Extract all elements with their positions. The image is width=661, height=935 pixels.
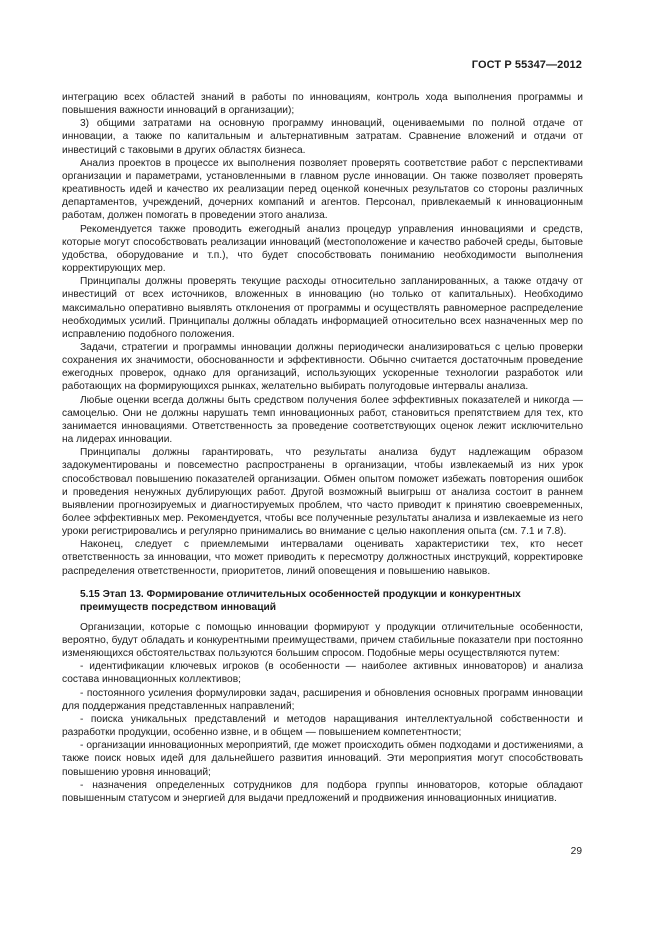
paragraph: Задачи, стратегии и программы инновации должны периодически анализироваться с целью проверки сохранения их значимости, обоснованности и эффективности. Обычно считается достаточным проведение ежегодных проверок, однако для организаций, использующих ускоренные технологии разработок или работающих на формирующихся рынках, желательно выбирать полугодовые интервалы анализа.	[62, 341, 583, 393]
page-body	[62, 91, 583, 805]
paragraph: 3) общими затратами на основную программу инноваций, оцениваемыми по полной отдаче от инновации, а также по капитальным и альтернативным затратам. Сравнение вложений и отдачи от инвестиций с таковыми в других областях бизнеса.	[62, 118, 583, 156]
section-heading-line: преимуществ посредством инноваций	[80, 602, 276, 614]
list-item: - организации инновационных мероприятий, где может происходить обмен подходами и достижениями, а также поиск новых идей для дальнейшего развития инноваций. Эти мероприятия могут способствовать повышению уровня инноваций;	[62, 740, 583, 778]
page-number: 29	[570, 846, 582, 857]
paragraph: Принципалы должны проверять текущие расходы относительно запланированных, а также отдачу от инвестиций от всех источников, вложенных в инновацию (но только от капитальных). Необходимо максимально оперативно выявлять отклонения от программы и осуществлять равномерное распределение необходимых усилий. Принципалы должны обладать информацией относительно всех назначенных мер по исправлению подобного положения.	[62, 276, 583, 340]
list-item: - постоянного усиления формулировки задач, расширения и обновления основных программ инновации для поддержания представленных направлений;	[62, 687, 583, 712]
list-item: - идентификации ключевых игроков (в особенности — наиболее активных инноваторов) и анализа состава инновационных коллективов;	[62, 661, 583, 686]
list-item: - поиска уникальных представлений и методов наращивания интеллектуальной собственности и разработки продукции, особенно извне, и в общем — повышением компетентности;	[62, 713, 583, 739]
paragraph: Принципалы должны гарантировать, что результаты анализа будут надлежащим образом задокументированы и повсеместно распространены в организации, чтобы извлекаемый из них урок способствовал повышению показателей организации. Обмен опытом поможет избежать повторения ошибок и проведения ненужных дублирующих работ. Другой возможный выигрыш от анализа состоит в раннем выявлении прогнозируемых и диагностируемых проблем, что часто приводит к принятию своевременных, более эффективных мер. Рекомендуется, чтобы все полученные результаты анализа и извлекаемые из него уроки регистрировались и регулярно принимались во внимание с целью накопления опыта (см. 7.1 и 7.8).	[62, 447, 583, 538]
paragraph: Организации, которые с помощью инновации формируют у продукции отличительные особенности, вероятно, будут обладать и конкурентными преимуществами, причем стабильные показатели при постоянно изменяющихся обстоятельствах пользуются большим спросом. Подобные меры осуществляются путем:	[62, 621, 583, 660]
section-heading-line: 5.15 Этап 13. Формирование отличительных особенностей продукции и конкурентных	[80, 588, 521, 600]
paragraph: Рекомендуется также проводить ежегодный анализ процедур управления инновациями и средств, которые могут способствовать реализации инноваций (местоположение и качество рабочей среды, бытовые удобства, оборудование и т.п.), что будет способствовать пониманию необходимости выполнения корректирующих мер.	[62, 223, 583, 275]
paragraph: Наконец, следует с приемлемыми интервалами оценивать характеристики тех, кто несет ответственность за инновации, что может приводить к пересмотру должностных инструкций, корректировке распределения ответственности, приоритетов, линий оповещения и повышению навыков.	[62, 539, 583, 577]
paragraph: Любые оценки всегда должны быть средством получения более эффективных показателей и никогда — самоцелью. Они не должны нарушать темп инновационных работ, становиться препятствием для тех, кто занимается инновациями. Ответственность за проведение соответствующих оценок лежит исключительно на лидерах инновации.	[62, 394, 583, 446]
section-heading	[62, 588, 583, 615]
paragraph: интеграцию всех областей знаний в работы по инновациям, контроль хода выполнения программы и повышения важности инноваций в организации);	[62, 92, 583, 117]
list-item: - назначения определенных сотрудников для подбора группы инноваторов, которые обладают повышенным статусом и энергией для выдачи предложений и продвижения инновационных инициатив.	[62, 779, 583, 804]
paragraph: Анализ проектов в процессе их выполнения позволяет проверять соответствие работ с перспективами организации и параметрами, установленными в главном русле инновации. Он также позволяет проверять креативность идей и качество их реализации перед оценкой конечных результатов со стороны различных департаментов, учреждений, дочерних компаний и агентов. Персонал, привлекаемый к инновационным работам, должен помогать в проведении этого анализа.	[62, 157, 583, 222]
document-code: ГОСТ Р 55347—2012	[471, 59, 582, 71]
